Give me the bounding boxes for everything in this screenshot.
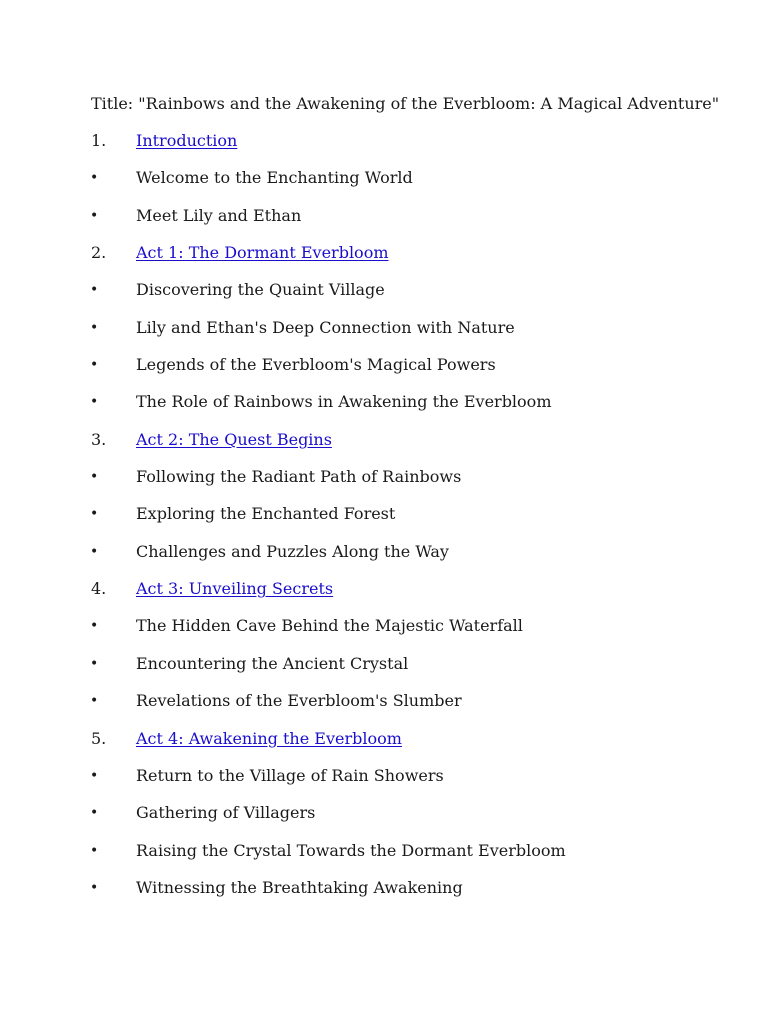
section-link-introduction[interactable]: Introduction <box>136 131 238 150</box>
document-title: Title: "Rainbows and the Awakening of the Everbloom: A Magical Adventure" <box>91 94 720 113</box>
outline-section <box>0 428 768 465</box>
bullet-text: Return to the Village of Rain Showers <box>136 765 444 785</box>
bullet-marker: • <box>90 319 99 336</box>
bullet-text: Exploring the Enchanted Forest <box>136 504 396 524</box>
bullet-text: Revelations of the Everbloom's Slumber <box>136 691 462 711</box>
bullet-marker: • <box>90 282 99 299</box>
bullet-marker: • <box>90 506 99 523</box>
outline-section <box>0 129 768 166</box>
bullet-text: Encountering the Ancient Crystal <box>136 653 409 673</box>
bullet-marker: • <box>90 618 99 635</box>
bullet-text: Lily and Ethan's Deep Connection with Nature <box>136 317 515 337</box>
outline-bullet-item <box>0 614 768 651</box>
bullet-marker: • <box>90 357 99 374</box>
outline-bullet-item <box>0 465 768 502</box>
bullet-text: Welcome to the Enchanting World <box>136 168 413 188</box>
bullet-marker: • <box>90 693 99 710</box>
section-number: 1. <box>91 131 107 150</box>
outline-bullet-item <box>0 801 768 838</box>
bullet-text: Gathering of Villagers <box>136 803 316 823</box>
bullet-marker: • <box>90 767 99 784</box>
bullet-text: The Hidden Cave Behind the Majestic Waterfall <box>136 616 523 636</box>
section-number: 2. <box>91 243 107 263</box>
outline-section <box>0 727 768 764</box>
bullet-text: Legends of the Everbloom's Magical Powers <box>136 355 496 375</box>
section-link-act-2[interactable]: Act 2: The Quest Begins <box>136 429 332 449</box>
bullet-marker: • <box>90 655 99 672</box>
bullet-marker: • <box>90 170 99 187</box>
outline-bullet-item <box>0 876 768 913</box>
outline-bullet-item <box>0 278 768 315</box>
bullet-marker: • <box>90 207 99 224</box>
bullet-text: Witnessing the Breathtaking Awakening <box>136 877 463 897</box>
section-link-act-3[interactable]: Act 3: Unveiling Secrets <box>136 579 334 599</box>
outline-bullet-item <box>0 652 768 689</box>
bullet-marker: • <box>90 842 99 859</box>
bullet-text: Raising the Crystal Towards the Dormant Everbloom <box>136 840 566 860</box>
outline-bullet-item <box>0 540 768 577</box>
bullet-marker: • <box>90 543 99 560</box>
section-link-act-1[interactable]: Act 1: The Dormant Everbloom <box>136 243 389 263</box>
outline-bullet-item <box>0 204 768 241</box>
bullet-marker: • <box>90 879 99 896</box>
bullet-marker: • <box>90 469 99 486</box>
outline-section <box>0 577 768 614</box>
bullet-marker: • <box>90 805 99 822</box>
section-number: 3. <box>91 429 107 449</box>
outline-bullet-item <box>0 689 768 726</box>
bullet-text: Challenges and Puzzles Along the Way <box>136 541 449 561</box>
section-number: 5. <box>91 728 107 748</box>
bullet-text: Meet Lily and Ethan <box>136 205 302 225</box>
bullet-text: Discovering the Quaint Village <box>136 280 385 300</box>
bullet-marker: • <box>90 394 99 411</box>
outline-bullet-item <box>0 353 768 390</box>
outline-bullet-item <box>0 502 768 539</box>
section-number: 4. <box>91 579 107 599</box>
outline-list <box>0 129 768 913</box>
outline-section <box>0 241 768 278</box>
bullet-text: Following the Radiant Path of Rainbows <box>136 467 462 487</box>
outline-bullet-item <box>0 764 768 801</box>
bullet-text: The Role of Rainbows in Awakening the Everbloom <box>136 392 552 412</box>
section-link-act-4[interactable]: Act 4: Awakening the Everbloom <box>136 728 402 748</box>
outline-bullet-item <box>0 316 768 353</box>
outline-bullet-item <box>0 390 768 427</box>
outline-bullet-item <box>0 839 768 876</box>
outline-bullet-item <box>0 166 768 203</box>
